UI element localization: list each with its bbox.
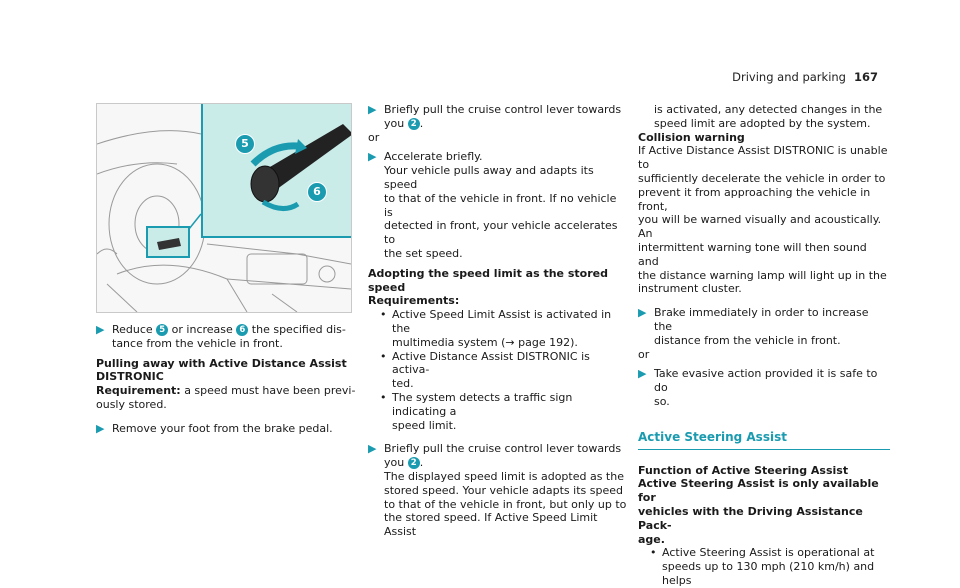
requirement-bullet-3: • The system detects a traffic sign indicating a speed limit. [380, 390, 573, 432]
callout-5: 5 [235, 134, 255, 154]
column-2: ▶ Briefly pull the cruise control lever towards you 2 . or ▶ Accelerate briefly. Your vehicle pulls away and adapts its speed to that of the vehicle in front. If no vehicle is detected in front, your vehicle accelerates to the set speed. Adopting the speed limit as the stored speed Requirements: • Active Speed Limit Assist is activated in the multimedia system (→ page 192). • Active Distance Assist DISTRONIC is activa- ted. • The system detects a traffic sign indicating a speed limit. ▶ Briefly pull the cruise control lever towards you 2 . The displayed speed limit is adopted as the stored speed. Your vehicle adapts its speed to that of the vehicle in front, but only up to the stored speed. If Active Speed Limit Assist [368, 103, 627, 539]
continued-text: is activated, any detected changes in the speed limit are adopted by the system. [654, 103, 883, 130]
collision-text: If Active Distance Assist DISTRONIC is unable to sufficiently decelerate the vehicle in order to prevent it from approaching the vehicle in front, you will be warned visually and acoustically. An intermittent warning tone will then sound and the distance warning lamp will light up in the instrument cluster. [638, 144, 888, 296]
step-arrow-icon: ▶ [638, 306, 647, 320]
heading-pulling-away: Pulling away with Active Distance Assist [96, 356, 347, 370]
or-separator: or [368, 130, 380, 144]
lever-drawing [203, 104, 352, 236]
header-section: Driving and parking [732, 70, 846, 84]
page-header [732, 70, 878, 84]
section-title-steering-assist: Active Steering Assist [638, 431, 890, 450]
step-reduce-increase: ▶ Reduce 5 or increase 6 the specified dis- tance from the vehicle in front. [96, 323, 346, 350]
heading-adopting-speed: Adopting the speed limit as the stored speed [368, 266, 608, 294]
steering-bullet-1: • Active Steering Assist is operational at speeds up to 130 mph (210 km/h) and helps [650, 546, 875, 587]
requirement-bullet-2: • Active Distance Assist DISTRONIC is activa- ted. [380, 349, 590, 391]
step-arrow-icon: ▶ [368, 150, 377, 164]
heading-function-steering: Function of Active Steering Assist [638, 463, 849, 477]
heading-collision-warning: Collision warning [638, 130, 745, 144]
column-3: is activated, any detected changes in the speed limit are adopted by the system. Collision warning If Active Distance Assist DISTRONIC is unable to sufficiently decelerate the vehicle in order to prevent it from approaching the vehicle in front, you will be warned visually and acoustically. An intermittent warning tone will then sound and the distance warning lamp will light up in the instrument cluster. ▶ Brake immediately in order to increase the distance from the vehicle in front. or ▶ Take evasive action provided it is safe to do so. Active Steering Assist Function of Active Steering Assist Active Steering Assist is only available for vehicles with the Driving Assistance Pack- age. • Active Steering Assist is operational at speeds up to 130 mph (210 km/h) and helps [638, 103, 890, 588]
step-arrow-icon: ▶ [368, 442, 377, 456]
step-remove-foot: ▶ Remove your foot from the brake pedal. [96, 421, 333, 435]
step-arrow-icon: ▶ [96, 421, 105, 435]
step-pull-lever-adopt: ▶ Briefly pull the cruise control lever towards you 2 . The displayed speed limit is adopted as the stored speed. Your vehicle adapts its speed to that of the vehicle in front, but only up to the stored speed. If Active Speed Limit Assist [368, 442, 627, 539]
step-pull-lever: ▶ Briefly pull the cruise control lever towards you 2 . [368, 103, 622, 130]
step-evasive: ▶ Take evasive action provided it is safe to do so. [638, 367, 878, 408]
step-accelerate: ▶ Accelerate briefly. Your vehicle pulls away and adapts its speed to that of the vehicle in front. If no vehicle is detected in front, your vehicle accelerates to the set speed. [368, 150, 618, 260]
or-separator: or [638, 347, 650, 361]
page-number: 167 [853, 70, 878, 84]
column-1: ▶ Reduce 5 or increase 6 the specified dis- tance from the vehicle in front. Pulling away with Active Distance Assist DISTRONIC Requirement: a speed must have been previ- ously stored. ▶ Remove your foot from the brake pedal. [96, 323, 356, 435]
step-arrow-icon: ▶ [638, 367, 647, 381]
step-brake: ▶ Brake immediately in order to increase the distance from the vehicle in front. [638, 306, 869, 347]
requirement-bullet-1: • Active Speed Limit Assist is activated in the multimedia system (→ page 192). [380, 308, 612, 349]
callout-6: 6 [307, 182, 327, 202]
cruise-control-lever-inset [201, 104, 352, 238]
step-arrow-icon: ▶ [96, 323, 105, 336]
cockpit-illustration [96, 103, 352, 313]
requirement-text: Requirement: a speed must have been previ- [96, 384, 356, 398]
step-arrow-icon: ▶ [368, 103, 377, 116]
